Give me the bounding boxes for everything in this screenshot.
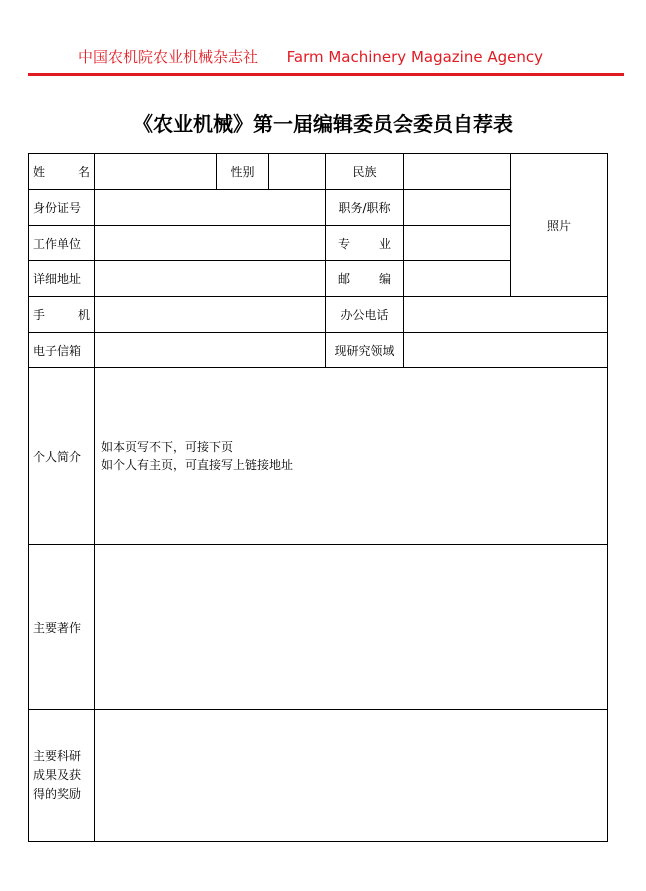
form-row-profile [29,368,608,545]
name-label: 姓 名 [29,154,95,190]
research-field-field[interactable] [404,333,608,368]
office-phone-label: 办公电话 [326,297,404,333]
photo-cell[interactable] [511,154,608,297]
profile-field[interactable] [95,368,608,545]
profile-note-1: 如本页写不下，可接下页 [101,440,234,454]
ethnicity-field[interactable] [404,154,511,190]
form-row-works [29,545,608,710]
office-phone-field[interactable] [404,297,608,333]
postcode-label: 邮 编 [326,261,404,297]
gender-label: 性别 [217,154,269,190]
works-field[interactable] [95,545,608,710]
organization-name: 中国农机院农业机械杂志社 [78,48,259,66]
ethnicity-label: 民族 [326,154,404,190]
mobile-label: 手 机 [29,297,95,333]
research-field-label: 现研究领域 [326,333,404,368]
email-label: 电子信箱 [29,333,95,368]
work-unit-field[interactable] [95,226,326,261]
gender-field[interactable] [269,154,326,190]
agency-name: Farm Machinery Magazine Agency [286,48,543,66]
works-label: 主要著作 [29,545,95,710]
id-label: 身份证号 [29,190,95,226]
achievements-label: 主要科研 成果及获 得的奖励 [29,710,95,842]
major-label: 专 业 [326,226,404,261]
form-row-achievements [29,710,608,842]
postcode-field[interactable] [404,261,511,297]
header-organization [78,46,543,67]
photo-label: 照片 [546,218,571,233]
achievements-field[interactable] [95,710,608,842]
name-field[interactable] [95,154,217,190]
mobile-field[interactable] [95,297,326,333]
position-field[interactable] [404,190,511,226]
header-divider [28,73,624,76]
id-field[interactable] [95,190,326,226]
profile-note-2: 如个人有主页，可直接写上链接地址 [101,458,294,472]
address-label: 详细地址 [29,261,95,297]
position-label: 职务/职称 [326,190,404,226]
major-field[interactable] [404,226,511,261]
form-row-name [29,154,608,190]
profile-label: 个人简介 [29,368,95,545]
form-row-email [29,333,608,368]
email-field[interactable] [95,333,326,368]
application-form [28,153,608,842]
form-row-mobile [29,297,608,333]
page-title: 《农业机械》第一届编辑委员会委员自荐表 [133,112,513,136]
work-unit-label: 工作单位 [29,226,95,261]
address-field[interactable] [95,261,326,297]
